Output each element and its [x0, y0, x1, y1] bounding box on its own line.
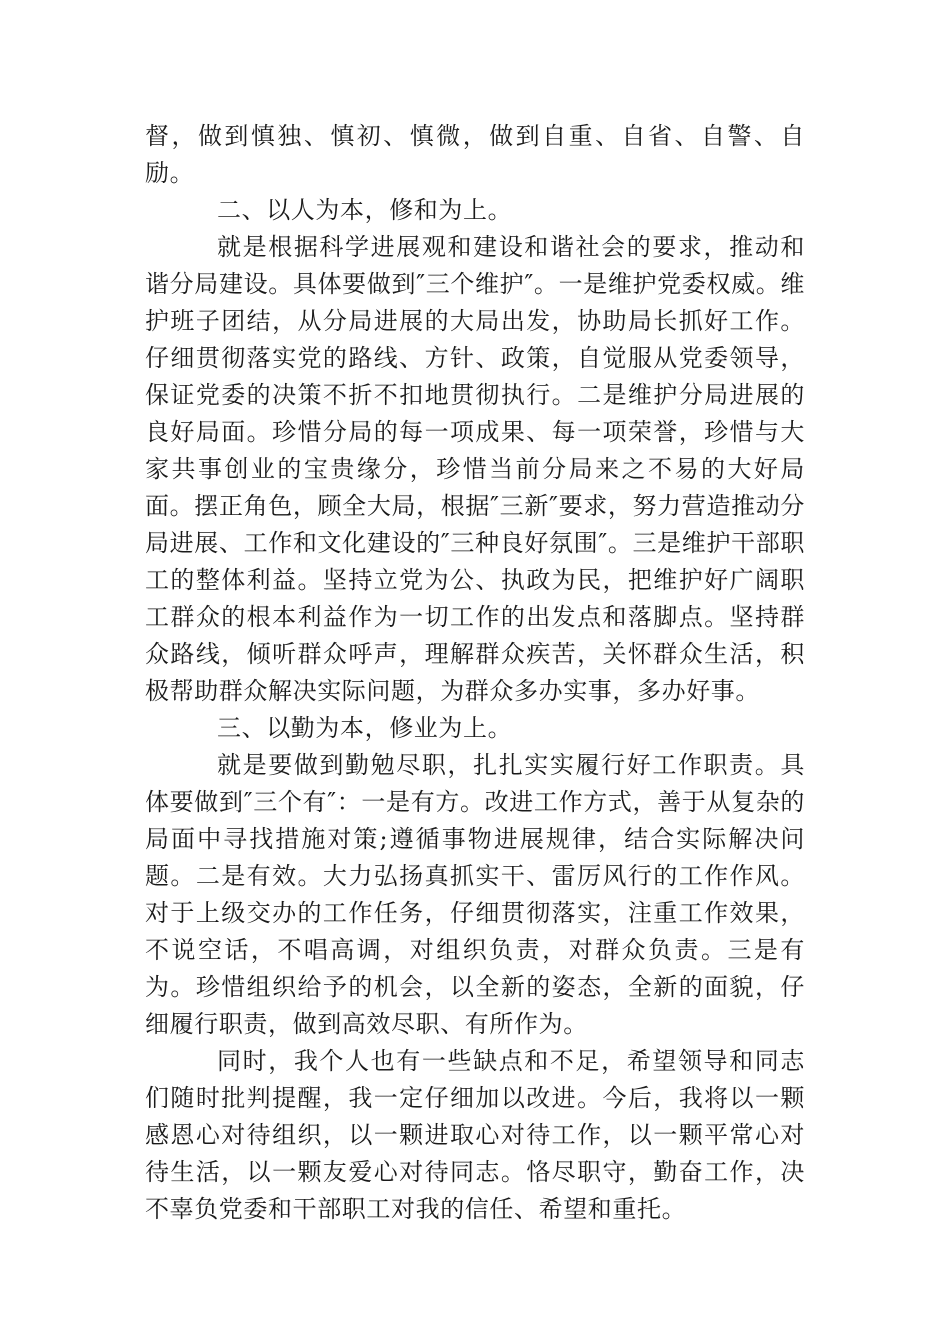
paragraph-section-3: 就是要做到勤勉尽职，扎扎实实履行好工作职责。具体要做到″三个有″：一是有方。改进工作方式，善于从复杂的局面中寻找措施对策;遵循事物进展规律，结合实际解决问题。二是有效。大力弘扬真抓实干、雷厉风行的工作作风。对于上级交办的工作任务，仔细贯彻落实，注重工作效果，不说空话，不唱高调，对组织负责，对群众负责。三是有为。珍惜组织给予的机会，以全新的姿态，全新的面貌，仔细履行职责，做到高效尽职、有所作为。 — [145, 751, 805, 1038]
section-heading-3: 三、以勤为本，修业为上。 — [217, 714, 513, 742]
paragraph-continuation: 督，做到慎独、慎初、慎微，做到自重、自省、自警、自励。 — [145, 122, 805, 187]
document-body — [145, 118, 805, 1228]
paragraph-section-2: 就是根据科学进展观和建设和谐社会的要求，推动和谐分局建设。具体要做到″三个维护″。一是维护党委权威。维护班子团结，从分局进展的大局出发，协助局长抓好工作。仔细贯彻落实党的路线、方针、政策，自觉服从党委领导，保证党委的决策不折不扣地贯彻执行。二是维护分局进展的良好局面。珍惜分局的每一项成果、每一项荣誉，珍惜与大家共事创业的宝贵缘分，珍惜当前分局来之不易的大好局面。摆正角色，顾全大局，根据″三新″要求，努力营造推动分局进展、工作和文化建设的″三种良好氛围″。三是维护干部职工的整体利益。坚持立党为公、执政为民，把维护好广阔职工群众的根本利益作为一切工作的出发点和落脚点。坚持群众路线，倾听群众呼声，理解群众疾苦，关怀群众生活，积极帮助群众解决实际问题，为群众多办实事，多办好事。 — [145, 233, 805, 705]
section-heading-2: 二、以人为本，修和为上。 — [217, 196, 513, 224]
paragraph-conclusion: 同时，我个人也有一些缺点和不足，希望领导和同志们随时批判提醒，我一定仔细加以改进。今后，我将以一颗感恩心对待组织，以一颗进取心对待工作，以一颗平常心对待生活，以一颗友爱心对待同志。恪尽职守，勤奋工作，决不辜负党委和干部职工对我的信任、希望和重托。 — [145, 1047, 805, 1223]
